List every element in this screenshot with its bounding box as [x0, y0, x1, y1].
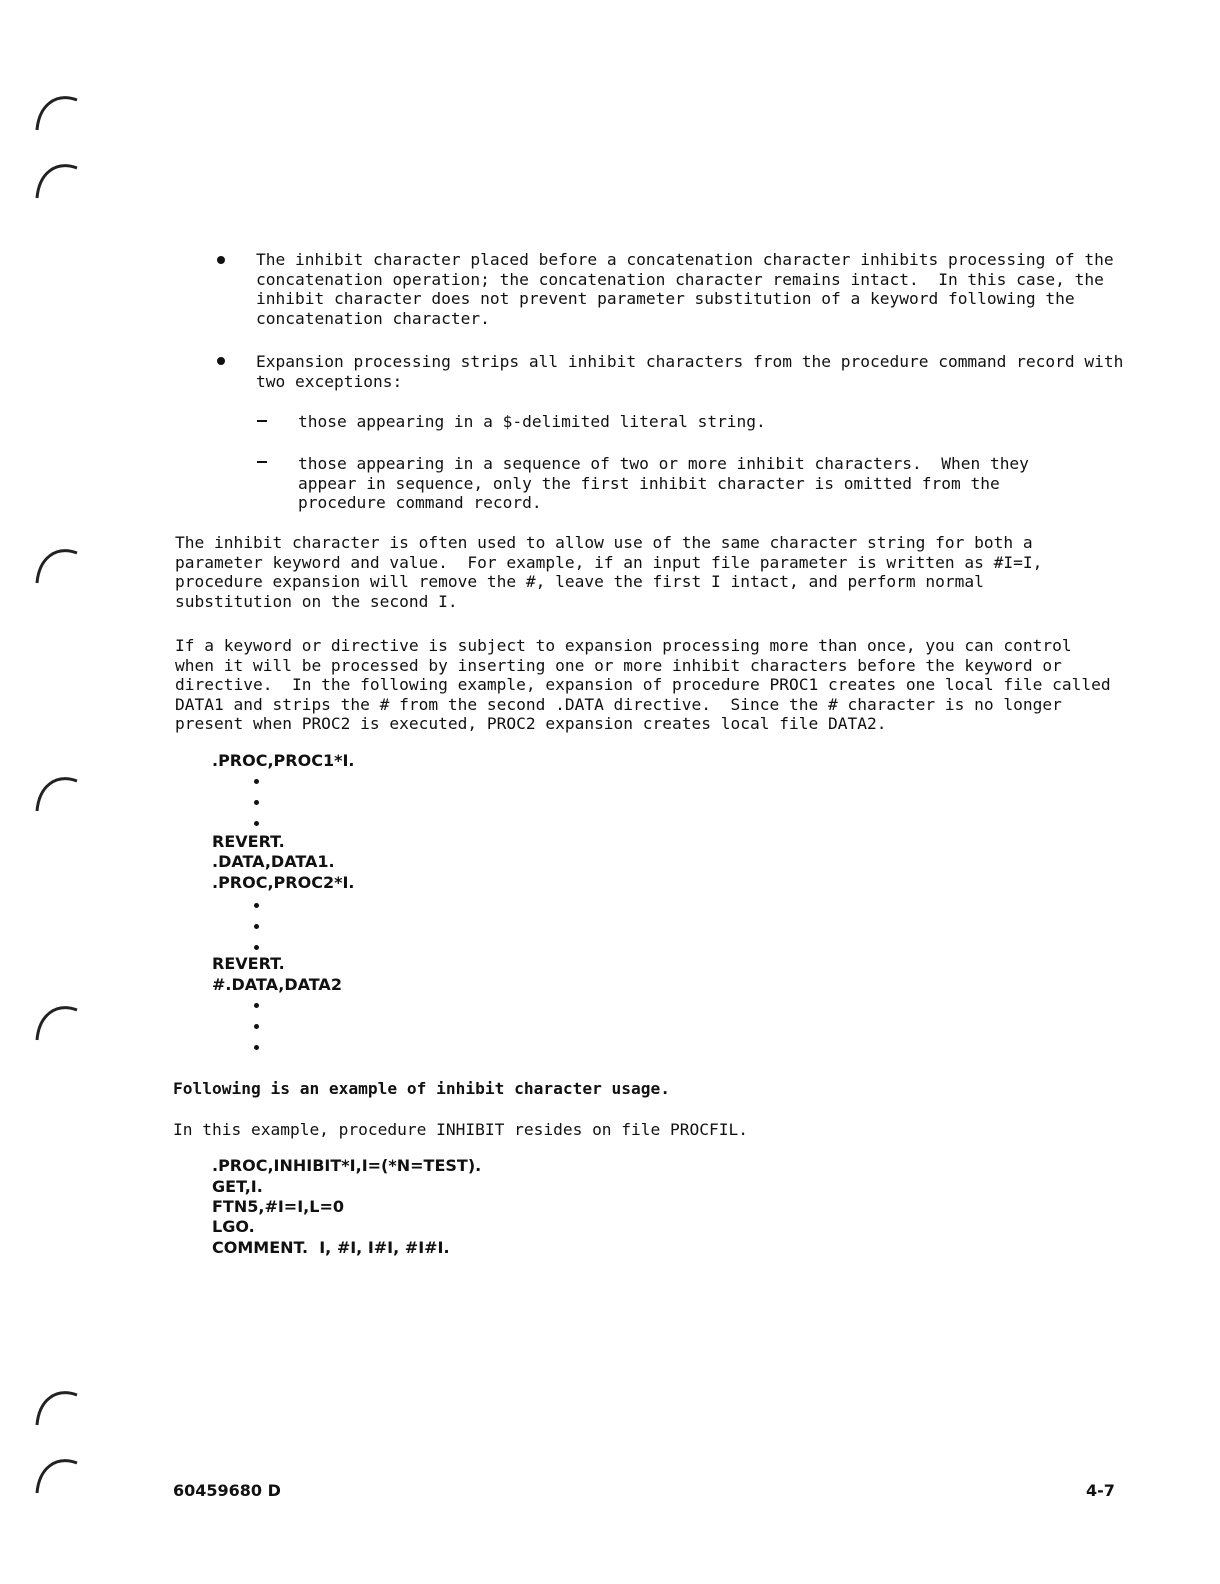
code-line: LGO.	[212, 1217, 255, 1236]
punch-hole-mark	[33, 539, 79, 585]
ellipsis-dots	[254, 1003, 260, 1066]
punch-hole-mark	[33, 86, 79, 132]
code-line: GET,I.	[212, 1177, 263, 1196]
code-line: REVERT.	[212, 832, 285, 851]
paragraph-example-intro: Following is an example of inhibit character usage.	[173, 1079, 671, 1098]
sub-bullet-sequence: those appearing in a sequence of two or more inhibit characters. When they appear in sequence, only the first inhibit character is omitted from the procedure command record.	[298, 454, 1039, 513]
page-number: 4-7	[1086, 1481, 1115, 1500]
punch-hole-mark	[33, 1449, 79, 1495]
punch-hole-mark	[33, 767, 79, 813]
paragraph-keyword-directive: If a keyword or directive is subject to expansion processing more than once, you can control when it will be processed by inserting one or more inhibit characters before the keyword or directive. In the following example, expansion of procedure PROC1 creates one local file called DATA1 and strips the # from the second .DATA directive. Since the # character is no longer present when PROC2 is executed, PROC2 expansion creates local file DATA2.	[175, 636, 1121, 734]
paragraph-procfil: In this example, procedure INHIBIT resides on file PROCFIL.	[173, 1120, 748, 1139]
punch-hole-mark	[33, 996, 79, 1042]
code-line: .PROC,INHIBIT*I,I=(*N=TEST).	[212, 1156, 482, 1175]
punch-hole-mark	[33, 1381, 79, 1427]
bullet-text-expansion: Expansion processing strips all inhibit characters from the procedure command record with two exceptions:	[256, 352, 1134, 391]
paragraph-inhibit-usage: The inhibit character is often used to allow use of the same character string for both a parameter keyword and value. For example, if an input file parameter is written as #I=I, procedure expansion will remove the #, leave the first I intact, and perform normal substitution on the second I.	[175, 533, 1053, 611]
bullet-marker	[217, 256, 225, 264]
code-line: COMMENT. I, #I, I#I, #I#I.	[212, 1238, 450, 1257]
code-line: FTN5,#I=I,L=0	[212, 1197, 344, 1216]
dash-marker	[257, 461, 267, 463]
code-line: .PROC,PROC1*I.	[212, 751, 355, 770]
code-line: .PROC,PROC2*I.	[212, 873, 355, 892]
punch-hole-mark	[33, 154, 79, 200]
bullet-text-concatenation: The inhibit character placed before a concatenation character inhibits processing of the concatenation operation; the concatenation character remains intact. In this case, the inhibit character does not prevent parameter substitution of a keyword following the concatenation character.	[256, 250, 1124, 328]
sub-bullet-literal-string: those appearing in a $-delimited literal string.	[298, 412, 766, 431]
dash-marker	[257, 420, 267, 422]
code-line: .DATA,DATA1.	[212, 852, 335, 871]
document-number: 60459680 D	[173, 1481, 281, 1500]
code-line: REVERT.	[212, 954, 285, 973]
code-line: #.DATA,DATA2	[212, 975, 342, 994]
bullet-marker	[217, 357, 225, 365]
